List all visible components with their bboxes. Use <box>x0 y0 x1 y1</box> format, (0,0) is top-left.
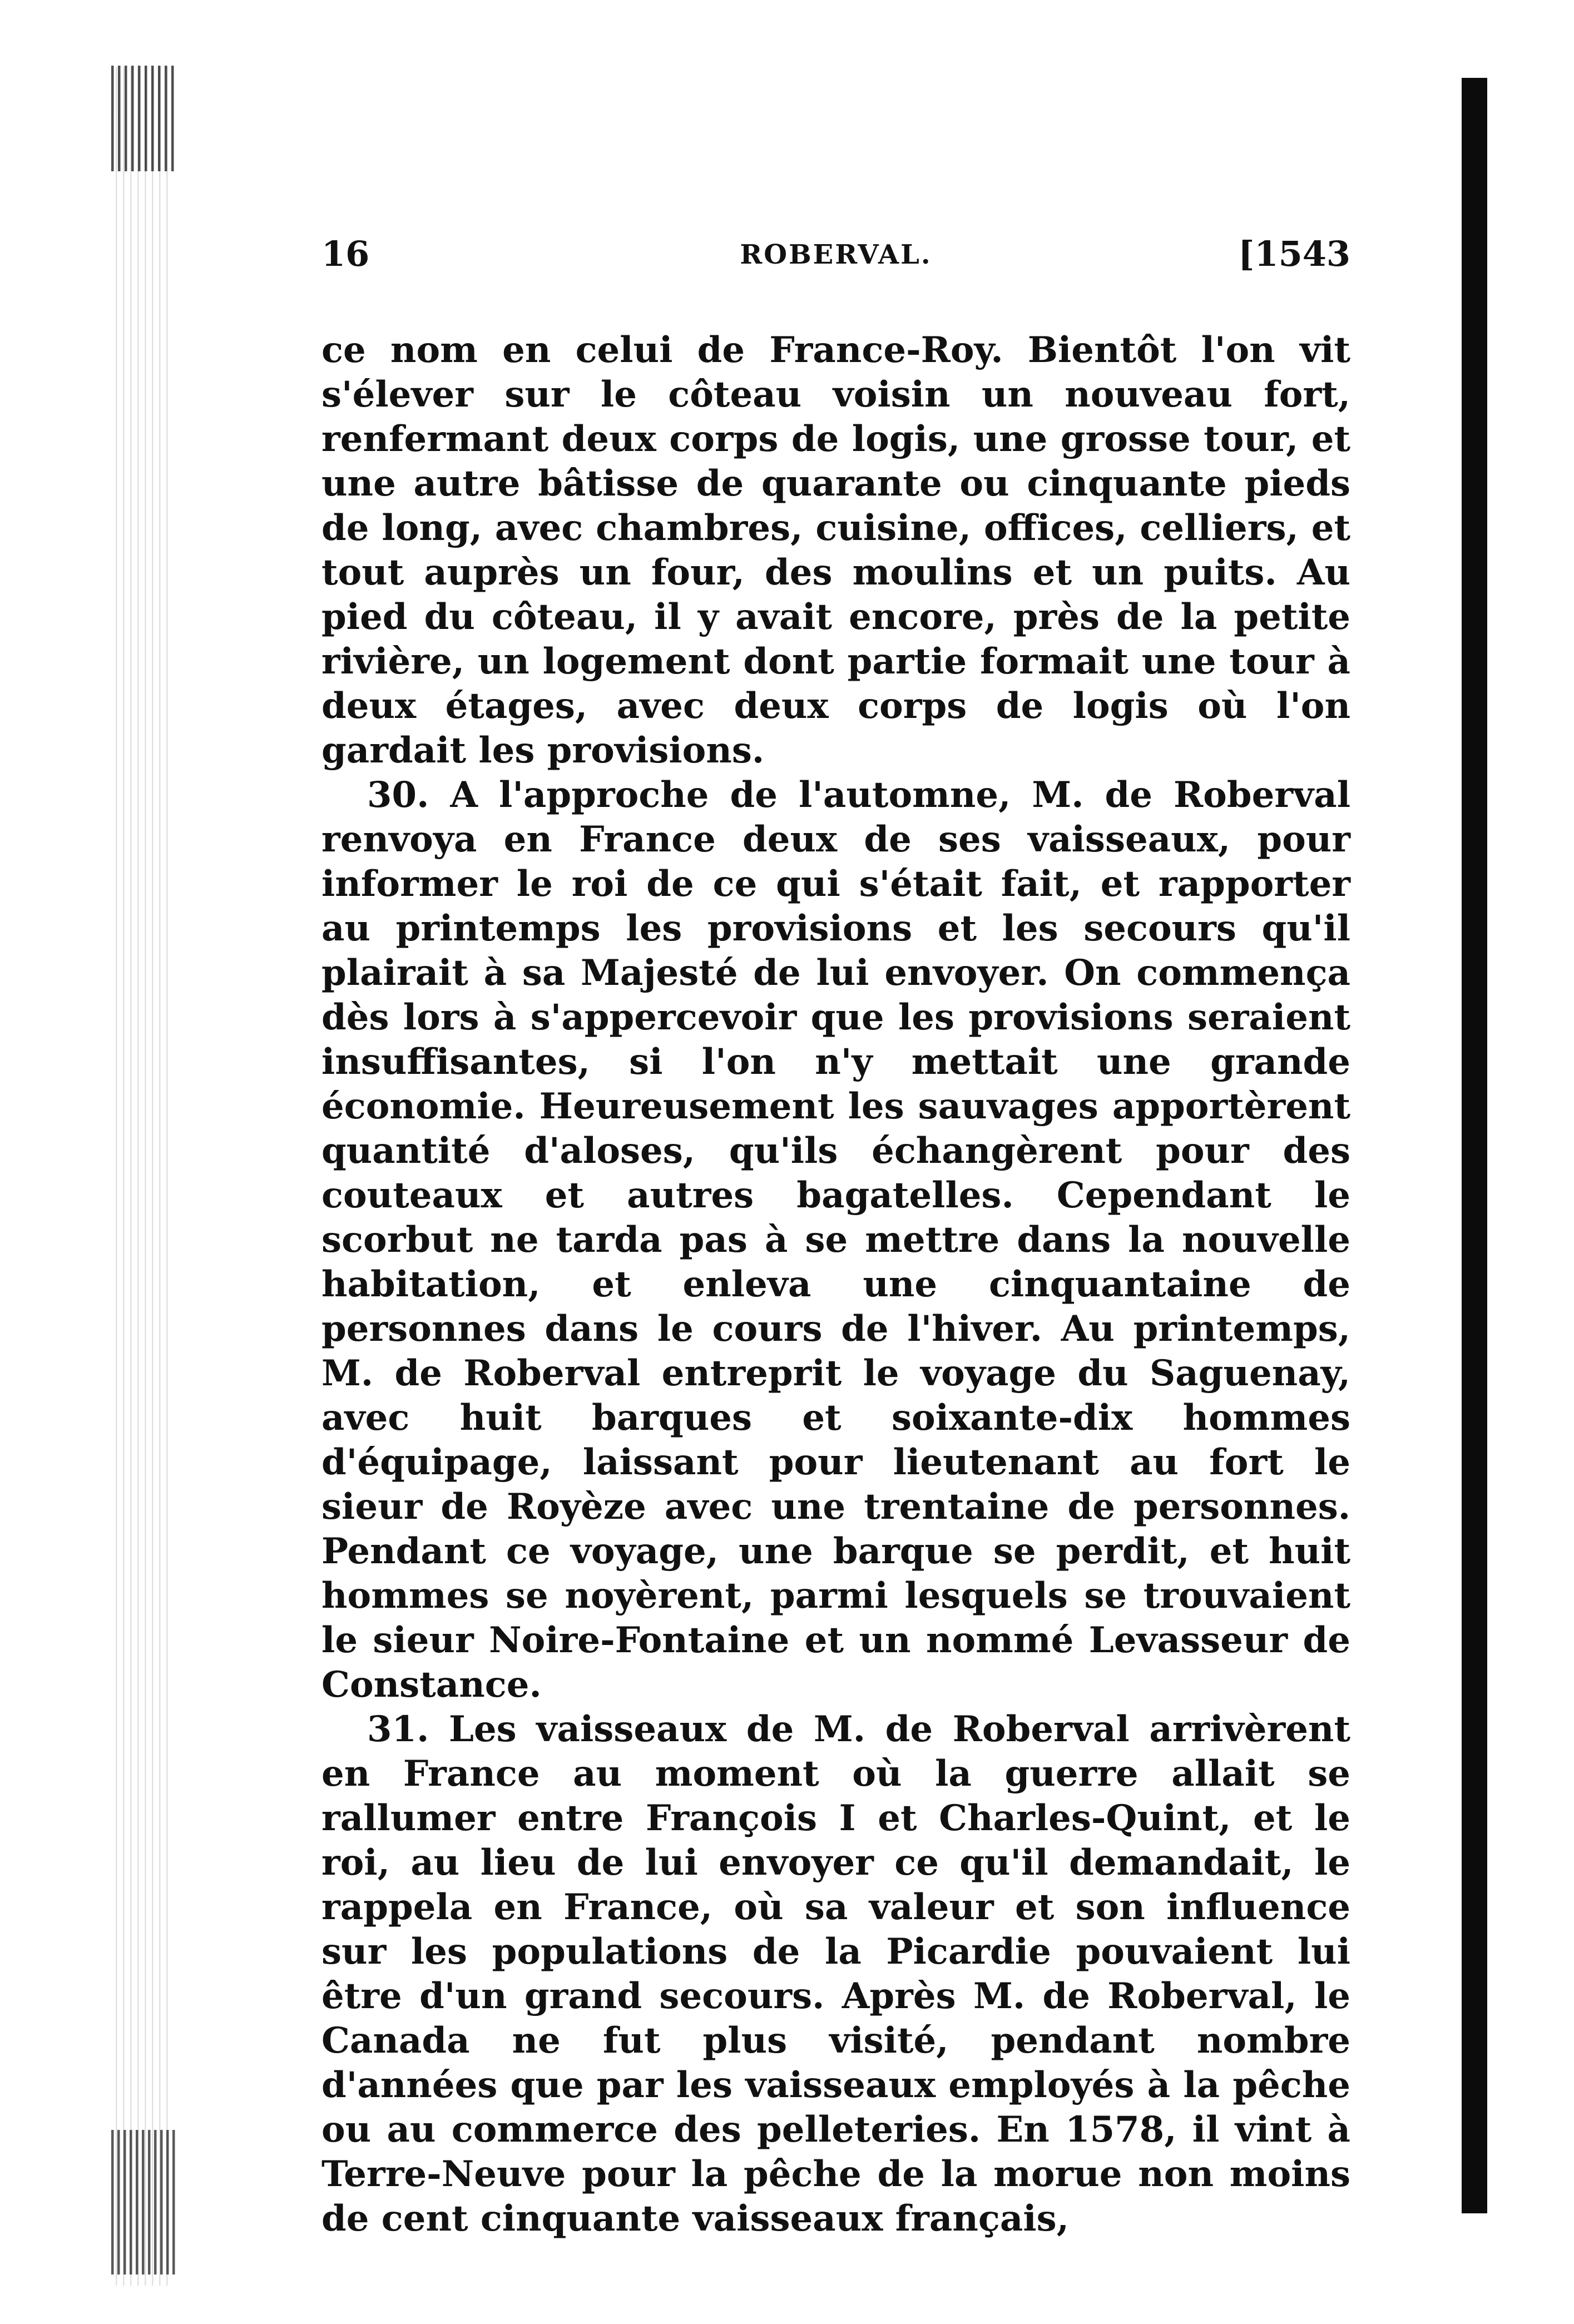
paragraph-31: 31. Les vaisseaux de M. de Roberval arrivèrent en France au moment où la guerre allait se rallumer entre François I et Charles-Quint, et le roi, au lieu de lui envoyer ce qu'il demandait, le rappela en France, où sa valeur et son influence sur les populations de la Picardie pouvaient lui être d'un grand secours. Après M. de Roberval, le Canada ne fut plus visité, pendant nombre d'années que par les vaisseaux employés à la pêche ou au commerce des pelleteries. En 1578, il vint à Terre-Neuve pour la pêche de la morue non moins de cent cinquante vaisseaux français, <box>321 1708 1350 2239</box>
binding-shadow-bottom <box>111 2130 175 2275</box>
paragraph-30: 30. A l'approche de l'automne, M. de Roberval renvoya en France deux de ses vaisseaux, pour informer le roi de ce qui s'était fait, et rapporter au printemps les provisions et les secours qu'il plairait à sa Majesté de lui envoyer. On commença dès lors à s'appercevoir que les provisions seraient insuffisantes, si l'on n'y mettait une grande économie. Heureusement les sauvages apportèrent quantité d'aloses, qu'ils échangèrent pour des couteaux et autres bagatelles. Cependant le scorbut ne tarda pas à se mettre dans la nouvelle habitation, et enleva une cinquantaine de personnes dans le cours de l'hiver. Au printemps, M. de Roberval entreprit le voyage du Saguenay, avec huit barques et soixante-dix hommes d'équipage, laissant pour lieutenant au fort le sieur de Royèze avec une trentaine de personnes. Pendant ce voyage, une barque se perdit, et huit hommes se noyèrent, parmi lesquels se trouvaient le sieur Noire-Fontaine et un nommé Levasseur de Constance. <box>321 774 1350 1706</box>
text-block <box>321 234 1350 2241</box>
binding-shadow-top <box>111 66 175 171</box>
running-year: [1543 <box>1238 234 1350 274</box>
body-text <box>321 328 1350 2241</box>
paragraph-continued: ce nom en celui de France-Roy. Bientôt l'on vit s'élever sur le côteau voisin un nouveau fort, renfermant deux corps de logis, une grosse tour, et une autre bâtisse de quarante ou cinquante pieds de long, avec chambres, cuisine, offices, celliers, et tout auprès un four, des moulins et un puits. Au pied du côteau, il y avait encore, près de la petite rivière, un logement dont partie formait une tour à deux étages, avec deux corps de logis où l'on gardait les provisions. <box>321 329 1350 771</box>
page-number: 16 <box>321 234 370 274</box>
binding-shadow <box>110 67 171 2286</box>
page-edge-bar <box>1462 78 1487 2213</box>
running-title: ROBERVAL. <box>740 239 932 270</box>
running-head <box>321 234 1350 295</box>
